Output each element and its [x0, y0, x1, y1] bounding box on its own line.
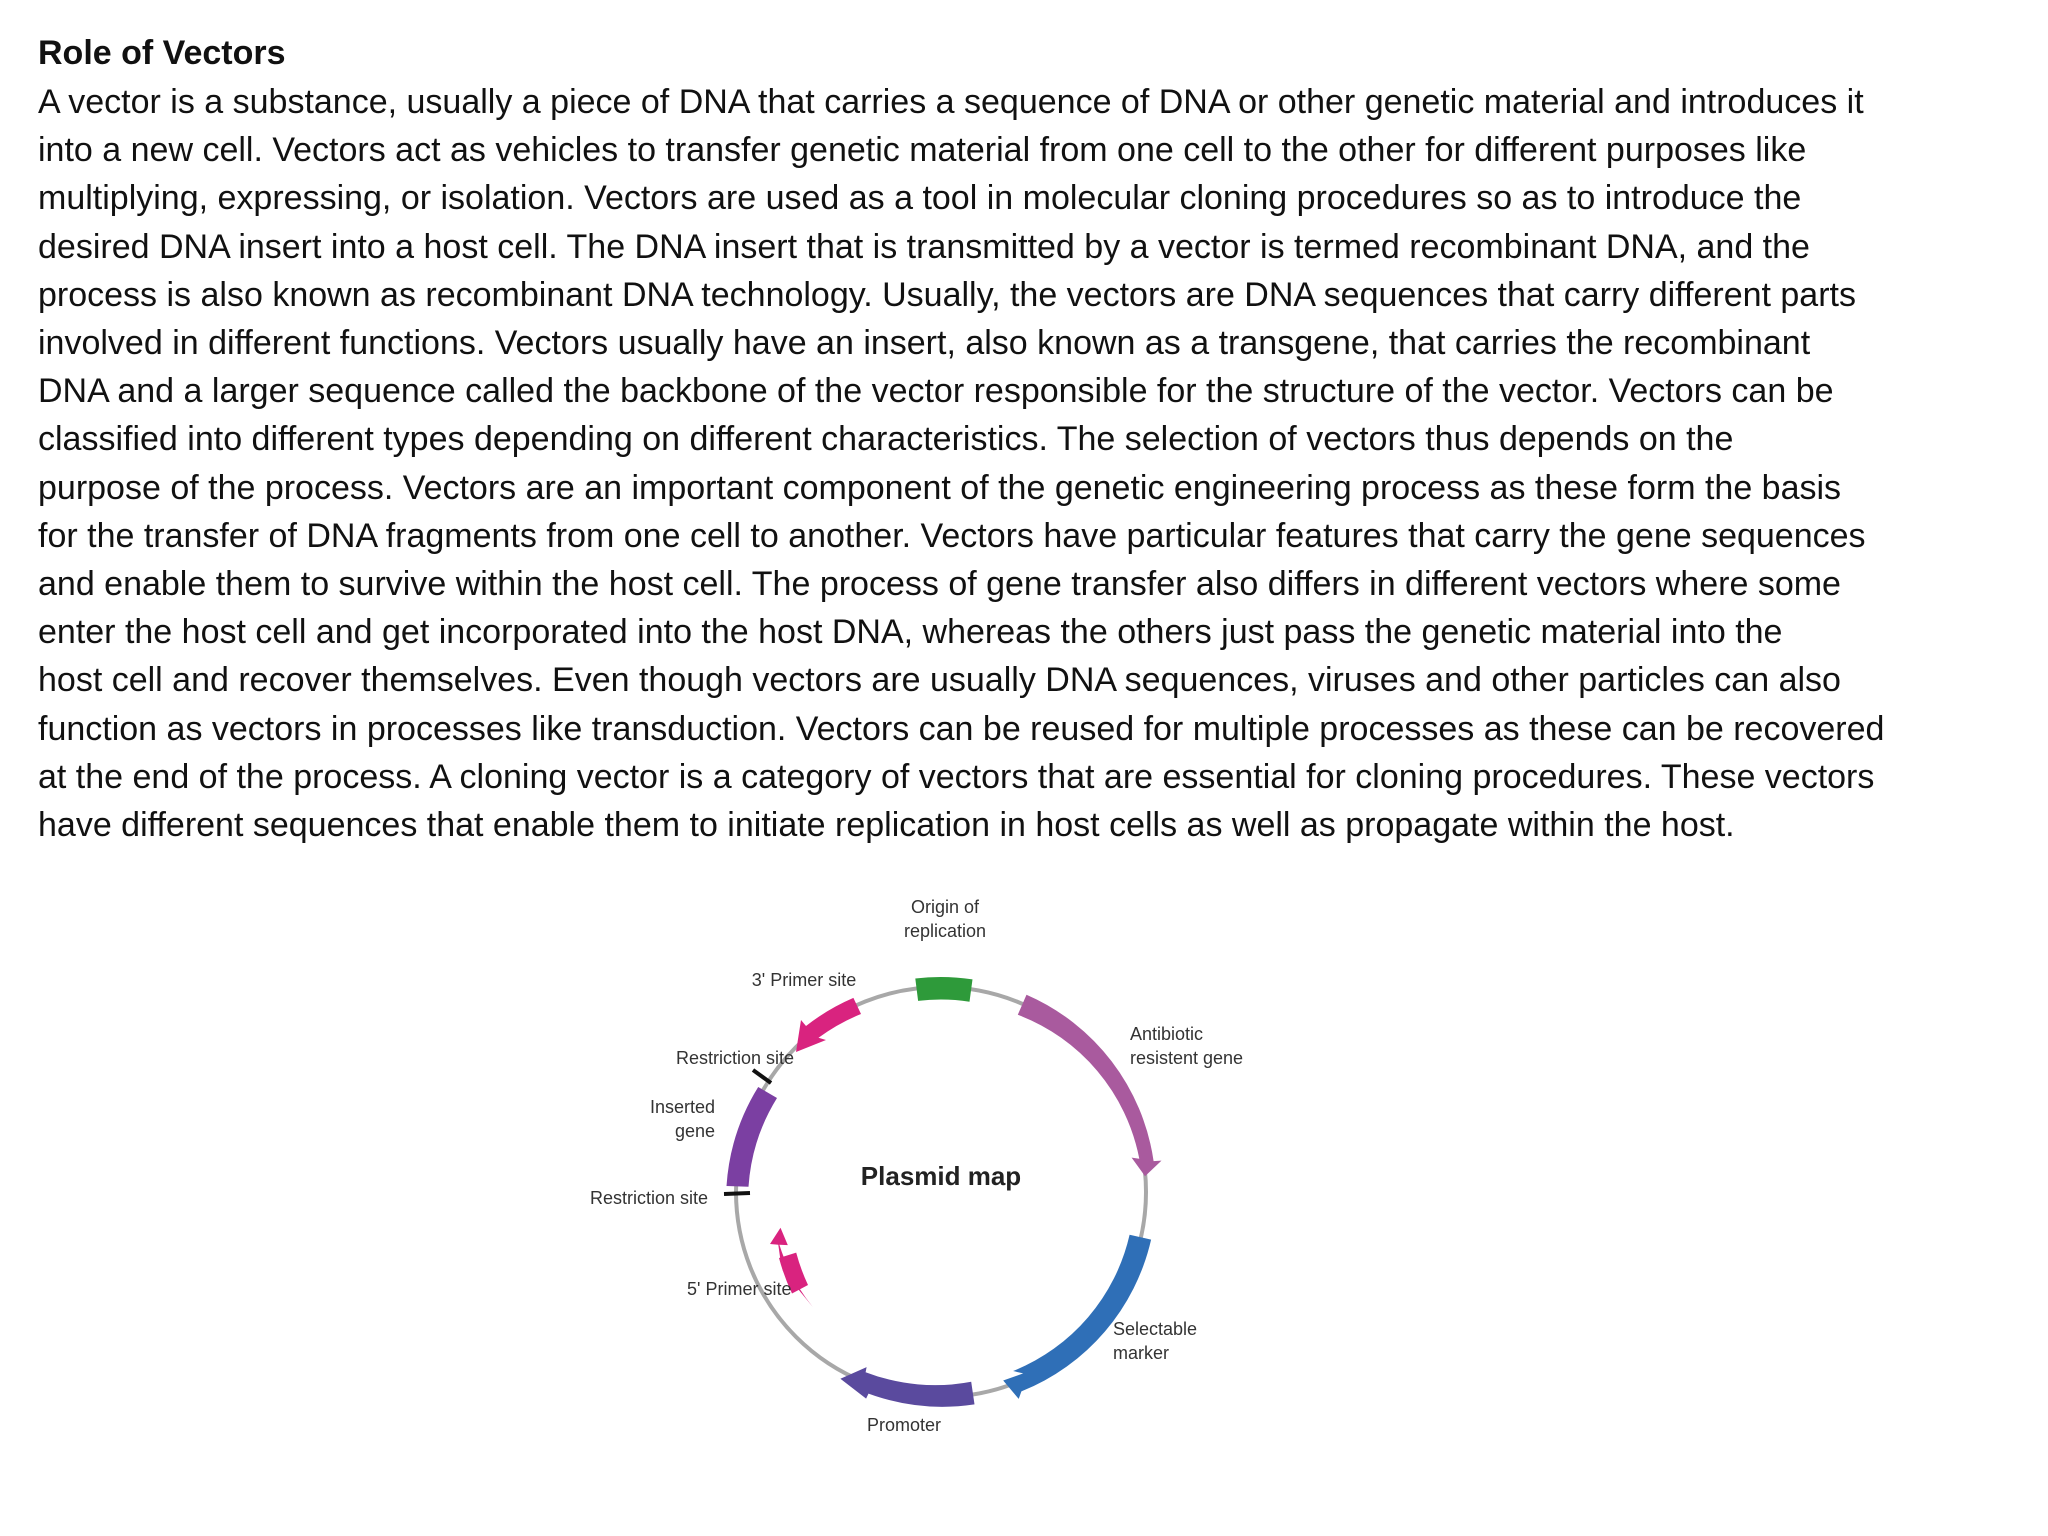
restriction-bottom-label: Restriction site — [589, 1188, 708, 1208]
restriction-site-mark-top — [753, 1070, 771, 1083]
body-line: and enable them to survive within the host cell. The process of gene transfer also differs in different vectors where some — [38, 565, 1841, 604]
body-line: have different sequences that enable them to initiate replication in host cells as well as propagate within the host. — [38, 806, 1735, 845]
antibiotic-resistant-gene-arrow — [1018, 995, 1162, 1176]
body-line: DNA and a larger sequence called the backbone of the vector responsible for the structure of the vector. Vectors can be — [38, 372, 1834, 411]
body-line: multiplying, expressing, or isolation. Vectors are used as a tool in molecular cloning procedures so as to introduce the — [38, 179, 1802, 218]
body-line: involved in different functions. Vectors usually have an insert, also known as a transgene, that carries the recombinant — [38, 324, 1811, 363]
body-line: desired DNA insert into a host cell. The DNA insert that is transmitted by a vector is termed recombinant DNA, and the — [38, 227, 1810, 266]
body-line: host cell and recover themselves. Even though vectors are usually DNA sequences, viruses and other particles can also — [38, 661, 1841, 700]
3-prime-primer-site-arrow — [796, 998, 861, 1052]
selectable-marker-label-line1: Selectable — [1113, 1319, 1198, 1339]
body-line: purpose of the process. Vectors are an important component of the genetic engineering process as these form the basis — [38, 468, 1842, 507]
primer3-label: 3' Primer site — [751, 970, 857, 990]
antibiotic-label-line2: resistent gene — [1130, 1048, 1244, 1068]
body-line: process is also known as recombinant DNA technology. Usually, the vectors are DNA sequences that carry different parts — [38, 275, 1856, 314]
inserted-gene-segment — [727, 1087, 778, 1187]
body-line: for the transfer of DNA fragments from one cell to another. Vectors have particular features that carry the gene sequences — [38, 516, 1866, 555]
primer5-label: 5' Primer site — [687, 1279, 792, 1299]
body-line: enter the host cell and get incorporated into the host DNA, whereas the others just pass the genetic material into the — [38, 613, 1783, 652]
restriction-site-mark-bottom — [724, 1193, 750, 1194]
plasmid-map-center-label: Plasmid map — [860, 1161, 1022, 1191]
origin-label-line2: replication — [903, 921, 987, 941]
plasmid-map-svg — [560, 880, 1280, 1460]
body-line: function as vectors in processes like transduction. Vectors can be reused for multiple processes as these can be recovered — [38, 709, 1885, 748]
origin-label-line1: Origin of — [910, 897, 980, 917]
inserted-gene-label-line2: gene — [674, 1121, 715, 1141]
document-title: Role of Vectors — [38, 34, 286, 72]
document — [38, 28, 2018, 849]
promoter-arrow — [840, 1367, 974, 1407]
inserted-gene-label-line1: Inserted — [649, 1097, 715, 1117]
plasmid-map-figure — [560, 880, 1280, 1460]
promoter-label: Promoter — [866, 1415, 942, 1435]
origin-of-replication-segment — [915, 977, 972, 1002]
body-line: A vector is a substance, usually a piece of DNA that carries a sequence of DNA or other genetic material and introduces it — [38, 83, 1864, 121]
body-line: into a new cell. Vectors act as vehicles to transfer genetic material from one cell to the other for different purposes like — [38, 131, 1807, 170]
document-body — [38, 78, 2018, 849]
restriction-top-label: Restriction site — [675, 1048, 795, 1068]
antibiotic-label-line1: Antibiotic — [1130, 1024, 1204, 1044]
body-line: at the end of the process. A cloning vector is a category of vectors that are essential for cloning procedures. These vectors — [38, 757, 1875, 796]
selectable-marker-arrow — [1003, 1235, 1151, 1399]
body-line: classified into different types depending on different characteristics. The selection of vectors thus depends on the — [38, 420, 1734, 459]
selectable-marker-label-line2: marker — [1113, 1343, 1170, 1363]
